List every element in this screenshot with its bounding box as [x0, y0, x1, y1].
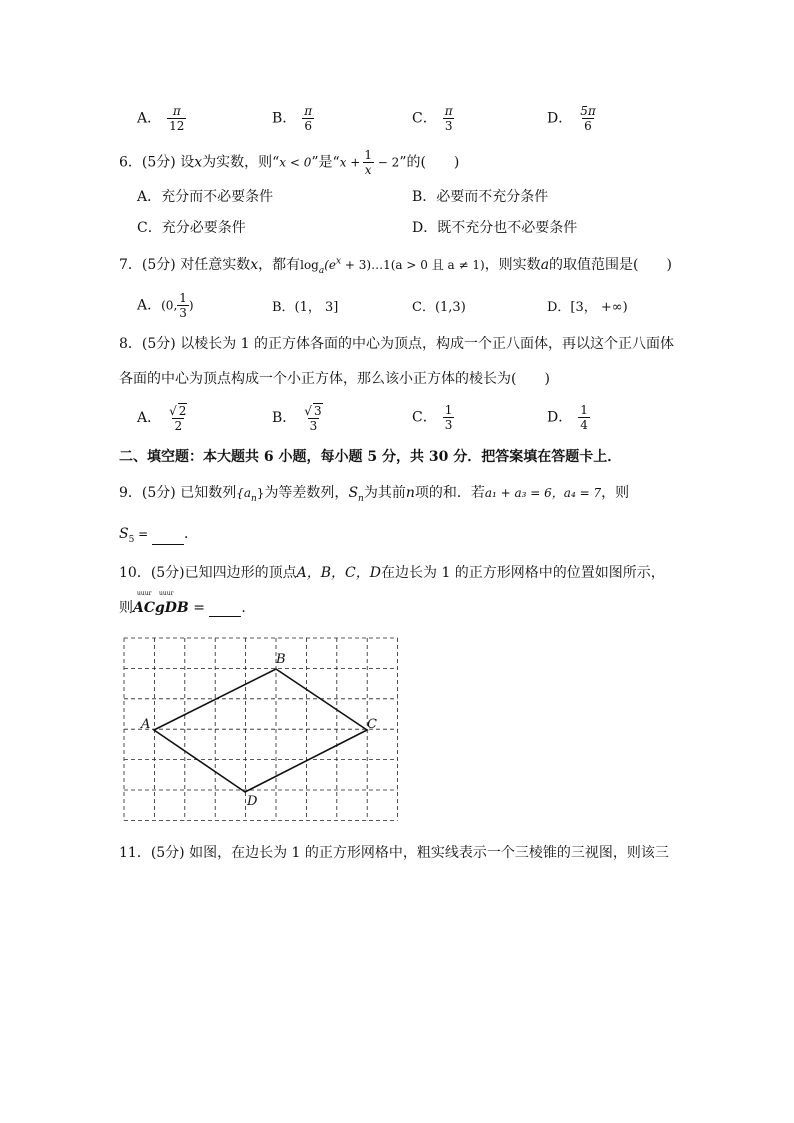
q6-option-a: A．充分而不必要条件: [137, 189, 274, 205]
section-2-title: 二、填空题：本大题共 6 小题，每小题 5 分，共 30 分．把答案填在答题卡上．: [119, 449, 622, 465]
q11-stem-line1: 11．(5分) 如图，在边长为 1 的正方形网格中，粗实线表示一个三棱锥的三视图，则该三: [119, 845, 669, 861]
q6-option-d: D．既不充分也不必要条件: [412, 220, 578, 236]
q10-grid-figure: [115, 628, 405, 828]
q8-option-b: B． $\frac{√ 3}{3}$: [272, 404, 322, 433]
q6-stem: 6．(5分) 设x为实数，则“x < 0”是“x + $\frac{1}{x}$ − 2”的( ): [119, 148, 460, 177]
q6-option-c: C．充分必要条件: [137, 220, 246, 236]
q9-stem: 9．(5分) 已知数列$\{a_n\}$为等差数列，$S_n$为其前n项的和．若a₁ + a₃ = 6，a₄ = 7，则: [119, 485, 630, 504]
q5-option-a: A． $\frac{\pi}{12}$: [137, 104, 185, 133]
q8-option-c: C． $\frac{1}{3}$: [412, 403, 453, 432]
q8-option-d: D． $\frac{1}{4}$: [547, 403, 588, 432]
q9-answer-blank[interactable]: [152, 530, 184, 545]
q8-stem-line1: 8．(5分) 以棱长为 1 的正方体各面的中心为顶点，构成一个正八面体，再以这个正八面体: [119, 336, 674, 352]
vertex-label-d: D: [247, 794, 258, 809]
vertex-label-c: C: [367, 717, 377, 732]
q5-option-c: C． $\frac{\pi}{3}$: [412, 104, 453, 133]
grid-lines: [124, 638, 398, 820]
q7-option-d: D．[3， +∞): [547, 300, 628, 315]
q10-answer-blank[interactable]: [209, 602, 241, 617]
q8-option-a: A． $\frac{√ 2}{2}$: [137, 404, 187, 433]
q10-stem-line2: 则 uuur uuur ACgDB = ．: [119, 590, 256, 616]
q5-option-d: D． $\frac{5\pi}{6}$: [547, 104, 596, 133]
q7-option-b: B．(1， 3]: [272, 300, 339, 315]
q6-option-b: B．必要而不充分条件: [412, 189, 549, 205]
q9-answer-line: $S_5$ = ．: [119, 526, 199, 545]
q10-stem-line1: 10．(5分)已知四边形的顶点A，B，C，D在边长为 1 的正方形网格中的位置如图所示，: [119, 565, 665, 581]
vertex-label-a: A: [141, 717, 151, 732]
q5-option-b: B． $\frac{\pi}{6}$: [272, 104, 313, 133]
quadrilateral-abcd: [154, 669, 367, 792]
vertex-label-b: B: [276, 652, 286, 667]
q7-option-c: C．(1,3): [412, 300, 466, 315]
q7-option-a: A．(0, $\frac{1}{3}$ ): [137, 291, 194, 320]
q7-stem: 7．(5分) 对任意实数x，都有$\log_a(e^x$ + 3)…1(a > 0 且 a ≠ 1)，则实数a的取值范围是( ): [119, 256, 672, 276]
q8-stem-line2: 各面的中心为顶点构成一个小正方体，那么该小正方体的棱长为( ): [119, 371, 550, 387]
